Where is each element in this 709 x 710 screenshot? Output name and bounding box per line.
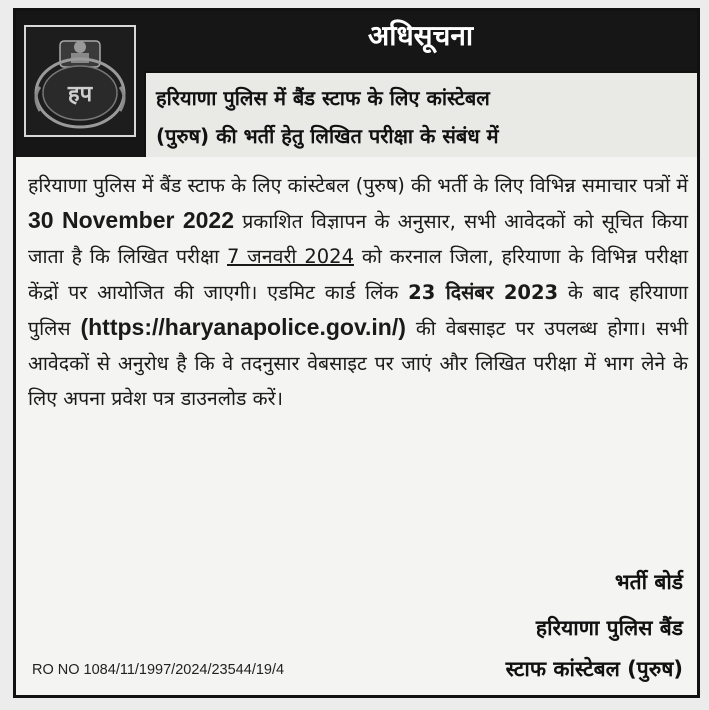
body-text-1: हरियाणा पुलिस में बैंड स्टाफ के लिए कांस्टेबल (पुरुष) की भर्ती के लिए विभिन्न समाचार पत्रों में [28,174,688,197]
body-text-2: प्रकाशित विज्ञापन के अनुसार, सभी आवेदकों को सूचित किया जाता है कि लिखित परीक्षा [28,210,689,269]
advertisement-date: 30 November 2022 [28,207,235,234]
body-text-3: को करनाल जिला, हरियाणा के विभिन्न परीक्षा केंद्रों पर आयोजित की जाएगी। एडमिट कार्ड लिंक [28,245,688,304]
notice-header [16,11,697,157]
notice-subtitle [156,79,689,155]
notice [13,8,700,698]
exam-date: 7 जनवरी 2024 [227,245,354,269]
notice-title: अधिसूचना [367,19,474,52]
signature-line-3: स्टाफ कांस्टेबल (पुरुष) [505,657,683,681]
release-order-number: RO NO 1084/11/1997/2024/23544/19/4 [32,662,285,678]
haryana-police-emblem-icon [24,25,136,137]
signature-line-1: भर्ती बोर्ड [614,570,683,594]
subtitle-panel [144,71,697,157]
emblem-text: हप [67,81,93,107]
body-text-5: की वेबसाइट पर उपलब्ध होगा। सभी आवेदकों से अनुरोध है कि वे तदनुसार वेबसाइट पर जाएं और लिखित परीक्षा में भाग लेने के लिए अपना प्रवेश पत्र डाउनलोड करें। [28,316,689,411]
website-link[interactable]: (https://haryanapolice.gov.in/) [80,313,406,340]
body-text-4: के बाद हरियाणा पुलिस [28,280,688,340]
subtitle-line-2: (पुरुष) की भर्ती हेतु लिखित परीक्षा के संबंध में [156,124,499,148]
admit-card-date: 23 दिसंबर 2023 [408,280,559,304]
notice-body [28,168,688,416]
subtitle-line-1: हरियाणा पुलिस में बैंड स्टाफ के लिए कांस्टेबल [156,86,490,110]
signature-line-2: हरियाणा पुलिस बैंड [535,616,683,640]
